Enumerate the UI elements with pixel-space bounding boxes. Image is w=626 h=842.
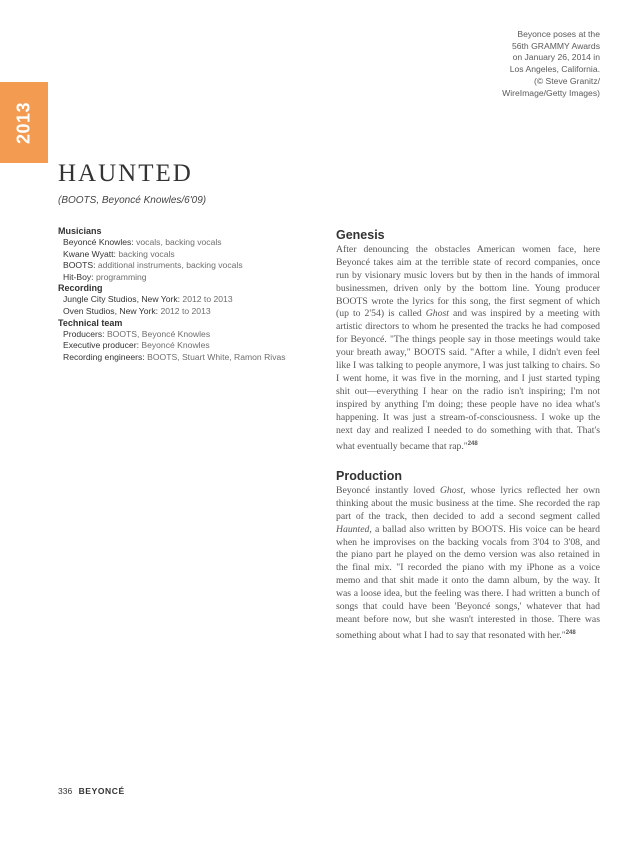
credit-line [58, 237, 318, 249]
credit-role: Oven Studios, New York: [63, 305, 159, 316]
genesis-section [336, 229, 600, 454]
genesis-text: and was inspired by a meeting with artistic directors to whom he presented the tracks he had composed for Beyoncé. "The things people say in those meetings would take your breath away," BOOTS said. "After a while, I didn't even feel like I was talking to people anymore, I was just talking to chairs. So I went home, it was five in the morning, and I just started typing shit out—everything I hear on the radio isn't inspiring; I'm not inspired by anything I'm doing; these people have no idea what's happening. It was just a stream-of-consciousness. I woke up the next day and realized I needed to do something with that. That's what eventually became that rap." [336, 308, 600, 452]
credit-value: 2012 to 2013 [182, 294, 233, 305]
caption-line: on January 26, 2014 in [512, 52, 600, 63]
credit-value: 2012 to 2013 [160, 305, 211, 316]
production-heading: Production [336, 469, 402, 483]
production-paragraph [336, 485, 600, 643]
page-footer [58, 786, 125, 796]
production-text: , a ballad also written by BOOTS. His voice can be heard when he improvises on the backing vocals from 3'04 to 3'08, and the piano part he played on the demo version was also retained in the final mix. "I recorded the piano with my iPhone as a voice memo and that shit made it onto the damn album, by the way. It was a loose idea, but the feeling was there. I had written a bunch of songs that could have been 'Beyoncé songs,' whatever that had meant before now, but she wasn't interested in those. There was something about what I had to say that resonated with her." [336, 523, 600, 642]
production-text: Beyoncé instantly loved [336, 484, 440, 496]
photo-caption [460, 29, 600, 99]
caption-line: WireImage/Getty Images) [502, 87, 600, 98]
genesis-heading: Genesis [336, 228, 385, 242]
technical-heading: Technical team [58, 317, 123, 328]
footnote-ref: 248 [565, 629, 576, 636]
credit-line [58, 294, 318, 306]
credit-value: programming [95, 271, 147, 282]
production-text: , whose lyrics reflected her own thinking about the music business at the time. She recorded the rap part of the track, then decided to add a second segment called [336, 484, 600, 522]
credit-value: vocals, backing vocals [136, 237, 222, 247]
credit-role: Kwane Wyatt: [63, 248, 116, 259]
credit-role: Beyoncé Knowles: [63, 237, 134, 247]
credit-value: Beyoncé Knowles [141, 340, 210, 351]
year-label: 2013 [13, 101, 34, 144]
credit-line [58, 260, 318, 272]
credits-panel [58, 226, 318, 363]
credit-role: Executive producer: [63, 340, 139, 351]
credit-value: backing vocals [118, 248, 175, 259]
credit-line [58, 352, 318, 364]
production-emphasis: Ghost [439, 484, 464, 496]
credit-role: Producers: [63, 328, 105, 339]
credit-line [58, 272, 318, 284]
credit-line [58, 340, 318, 352]
credit-value: BOOTS, Beyoncé Knowles [106, 328, 211, 339]
credit-value: BOOTS, Stuart White, Ramon Rivas [147, 351, 286, 362]
musicians-heading: Musicians [58, 226, 102, 236]
song-credits: (BOOTS, Beyoncé Knowles/6'09) [58, 195, 207, 206]
credit-role: Recording engineers: [63, 351, 145, 362]
caption-line: Beyonce poses at the [517, 29, 600, 39]
caption-line: Los Angeles, California. [509, 64, 600, 75]
credit-role: Hit-Boy: [63, 271, 94, 282]
credit-line [58, 306, 318, 318]
credit-role: Jungle City Studios, New York: [63, 294, 181, 305]
recording-heading: Recording [58, 283, 103, 294]
credit-line [58, 249, 318, 261]
credit-line [58, 329, 318, 341]
book-title: BEYONCÉ [78, 786, 125, 796]
production-section [336, 470, 600, 643]
genesis-paragraph [336, 244, 600, 454]
footnote-ref: 248 [467, 440, 478, 447]
credit-value: additional instruments, backing vocals [97, 260, 243, 271]
genesis-text: After denouncing the obstacles American women face, here Beyoncé takes aim at the terrible state of record companies, once run by visionary music lovers but by then in the hands of immoral businessmen, driven only by the bottom line. Young producer BOOTS wrote the lyrics for this song, the first segment of which (up to 2'54) is called [336, 243, 600, 320]
genesis-emphasis: Ghost [425, 308, 449, 320]
production-emphasis: Haunted [336, 523, 370, 535]
song-title: HAUNTED [58, 160, 193, 187]
credit-role: BOOTS: [63, 260, 96, 271]
caption-line: (© Steve Granitz/ [533, 75, 600, 86]
year-tab [0, 82, 48, 163]
page-number: 336 [58, 786, 73, 796]
caption-line: 56th GRAMMY Awards [511, 40, 600, 51]
